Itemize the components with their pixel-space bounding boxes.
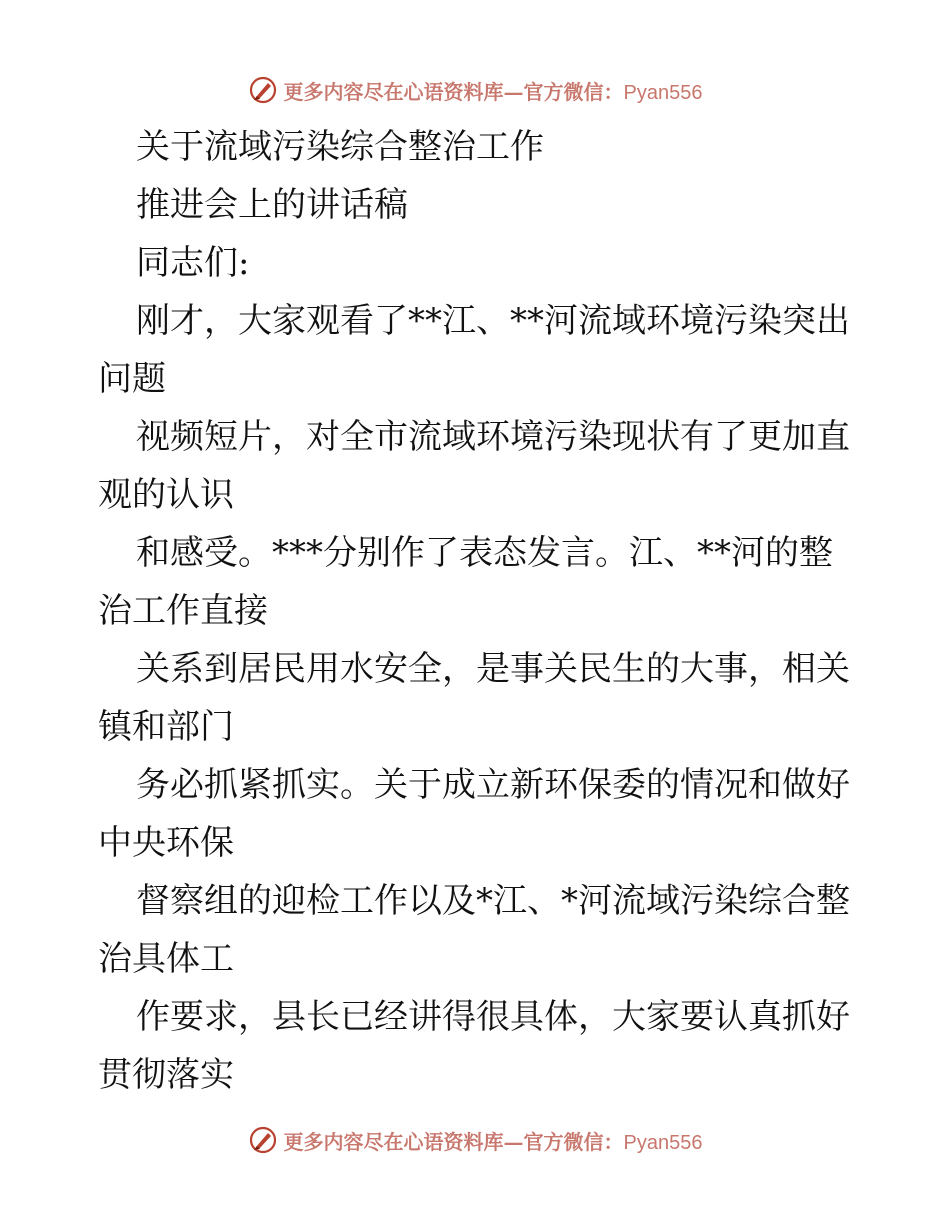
banner-wechat-label: 官方微信： <box>523 79 624 104</box>
banner-wechat-id: Pyan556 <box>623 1131 703 1154</box>
body-line: 镇和部门 <box>98 707 234 747</box>
banner-text <box>284 76 703 105</box>
body-line: 督察组的迎检工作以及*江、*河流域污染综合整 <box>136 881 850 921</box>
body-line: 务必抓紧抓实。关于成立新环保委的情况和做好 <box>136 765 850 805</box>
banner-site-text: 更多内容尽在心语资料库 <box>283 1129 504 1154</box>
salutation: 同志们: <box>136 243 250 283</box>
banner-wechat-id: Pyan556 <box>623 81 703 104</box>
pen-in-circle-logo-icon <box>248 1125 278 1155</box>
banner-dash: — <box>503 79 524 104</box>
pen-in-circle-logo-icon <box>248 75 278 105</box>
document-title-line-1: 关于流域污染综合整治工作 <box>136 127 544 167</box>
body-line: 治工作直接 <box>98 591 268 631</box>
banner-text <box>284 1126 703 1155</box>
body-line: 作要求，县长已经讲得很具体，大家要认真抓好 <box>136 997 850 1037</box>
body-line: 中央环保 <box>98 823 234 863</box>
footer-watermark-banner <box>0 1120 950 1160</box>
body-line: 和感受。***分别作了表态发言。江、**河的整 <box>136 533 833 573</box>
banner-wechat-label: 官方微信： <box>523 1129 624 1154</box>
body-line: 刚才，大家观看了**江、**河流域环境污染突出 <box>136 301 850 341</box>
body-line: 观的认识 <box>98 475 234 515</box>
body-line: 治具体工 <box>98 939 234 979</box>
body-line: 问题 <box>98 359 166 399</box>
document-title-line-2: 推进会上的讲话稿 <box>136 185 408 225</box>
banner-dash: — <box>503 1129 524 1154</box>
document-body <box>98 118 858 1104</box>
body-line: 贯彻落实 <box>98 1055 234 1095</box>
body-line: 关系到居民用水安全，是事关民生的大事，相关 <box>136 649 850 689</box>
banner-site-text: 更多内容尽在心语资料库 <box>283 79 504 104</box>
body-line: 视频短片，对全市流域环境污染现状有了更加直 <box>136 417 850 457</box>
header-watermark-banner <box>0 70 950 110</box>
